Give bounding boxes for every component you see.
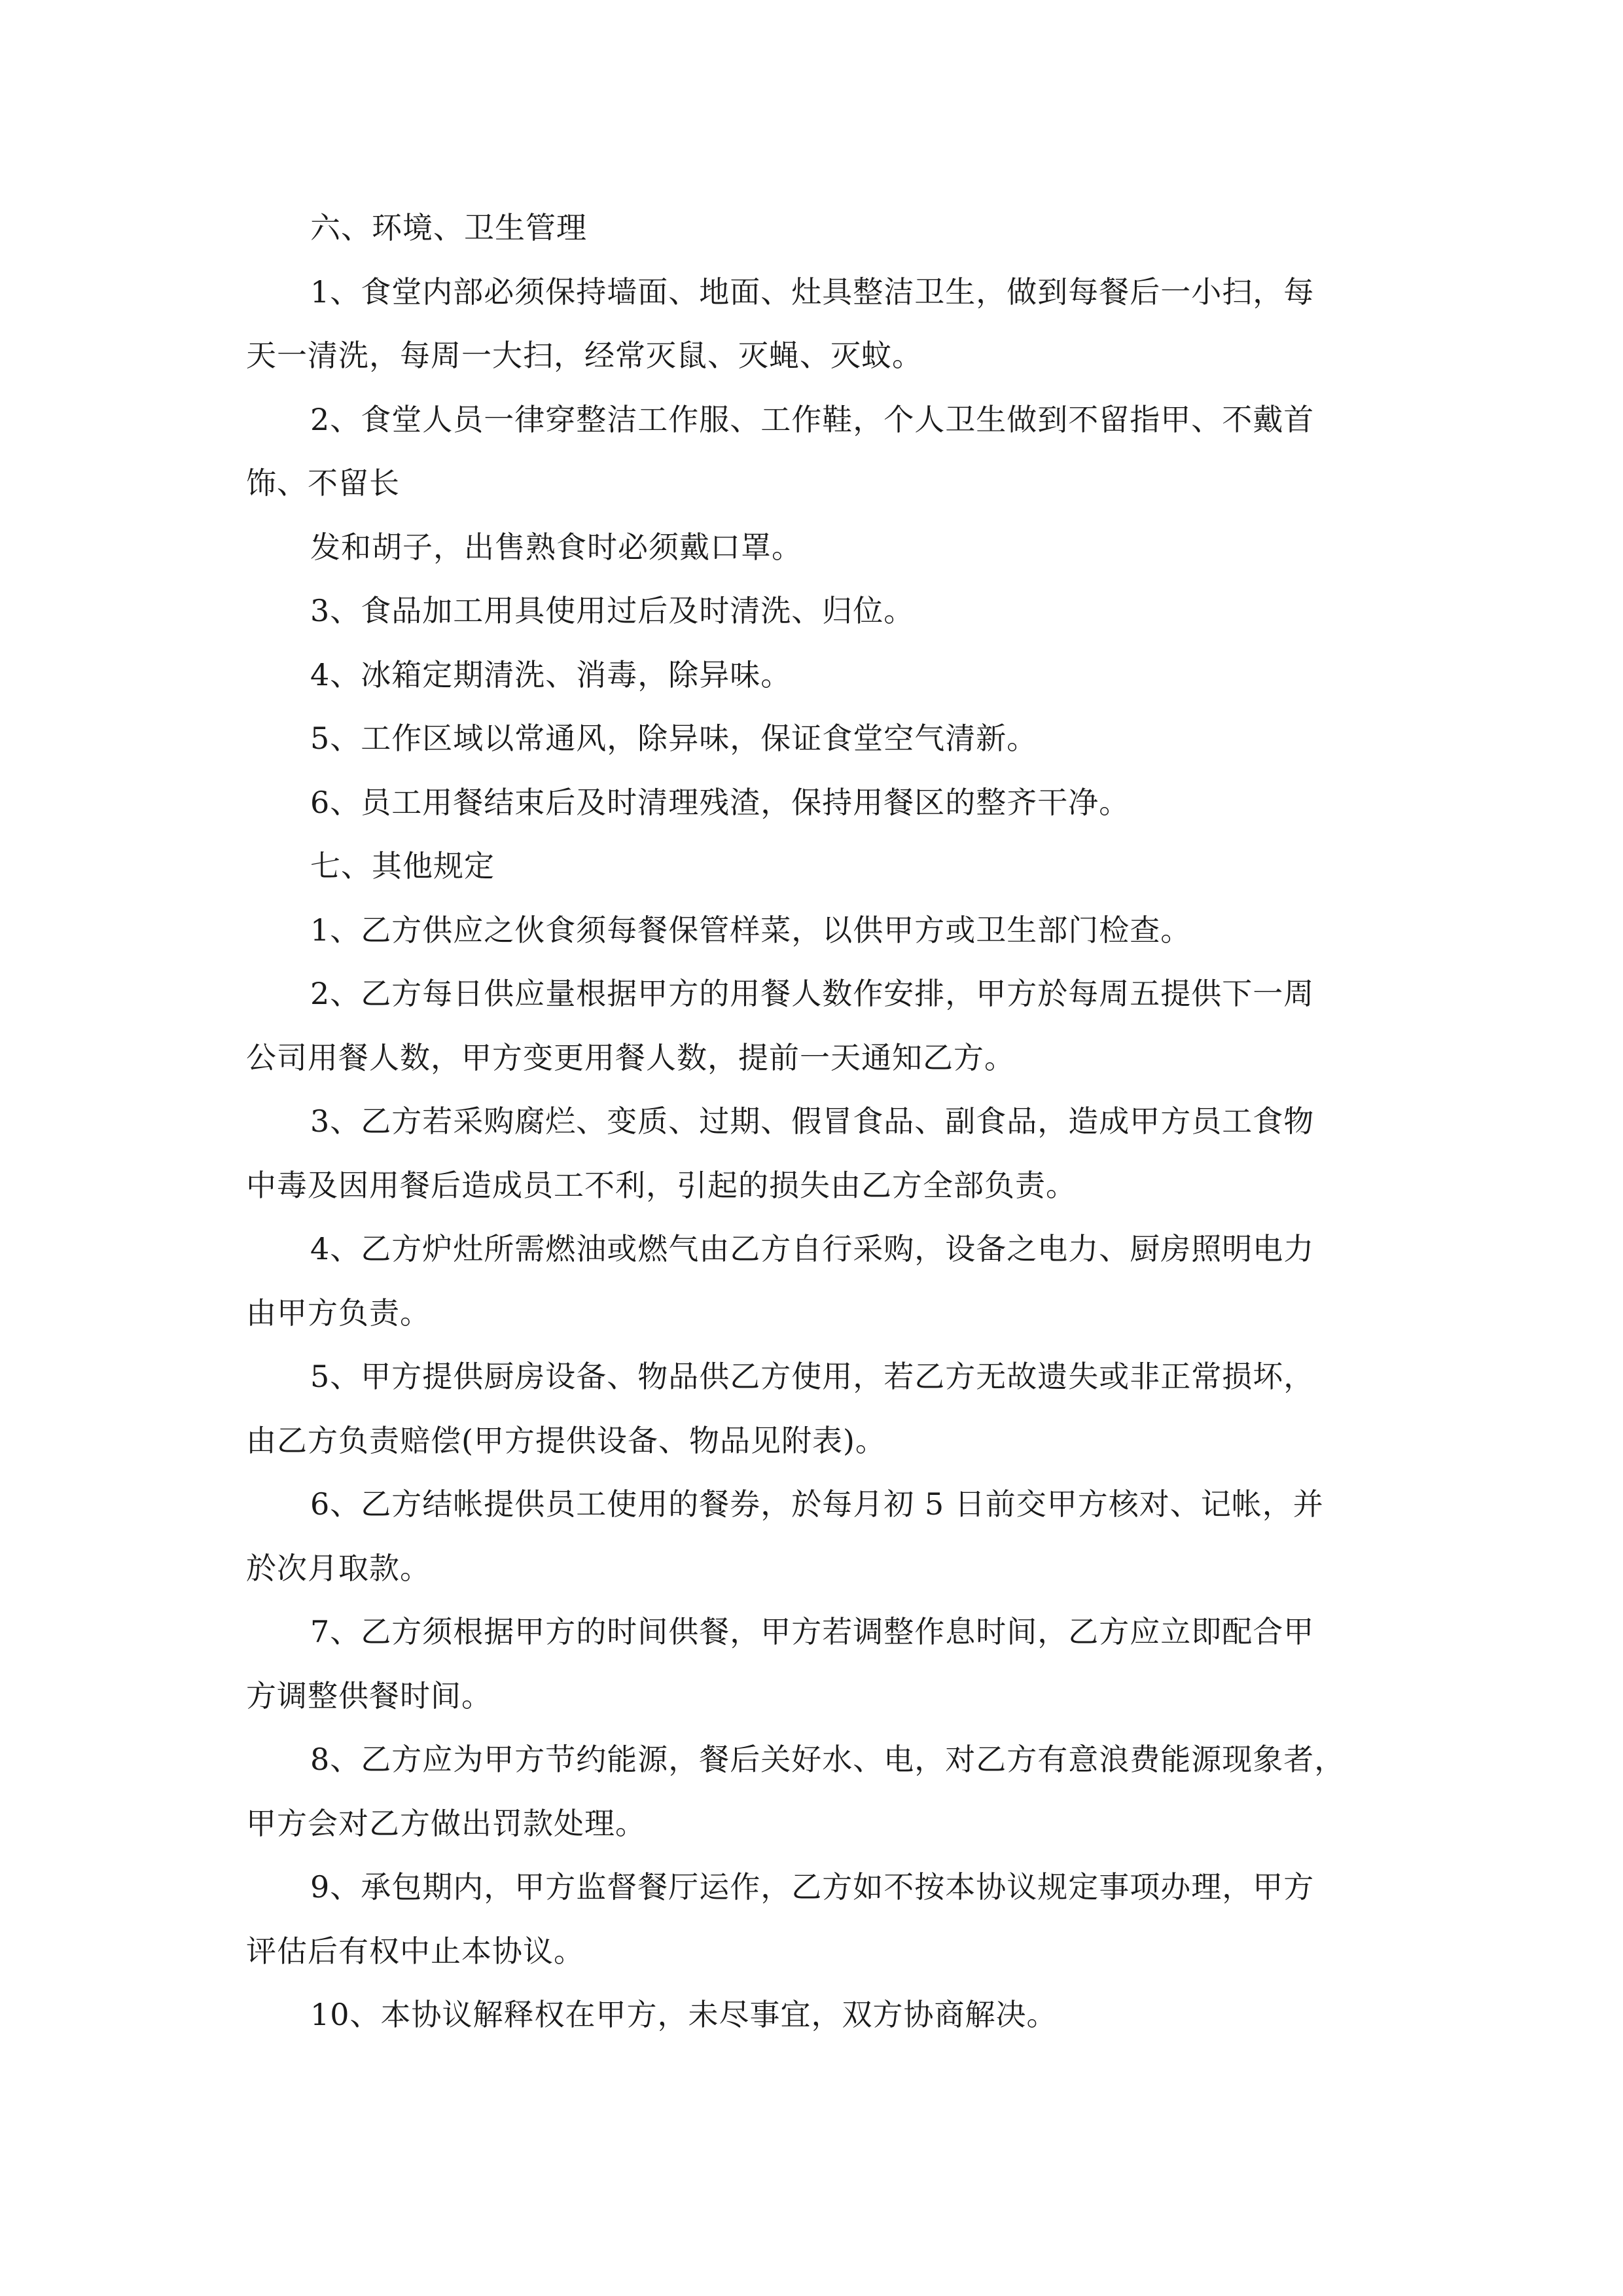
text-line: 1、食堂内部必须保持墙面、地面、灶具整洁卫生，做到每餐后一小扫，每 (310, 274, 1315, 310)
text-line: 2、乙方每日供应量根据甲方的用餐人数作安排，甲方於每周五提供下一周 (310, 976, 1315, 1011)
text-line: 由乙方负责赔偿(甲方提供设备、物品见附表)。 (246, 1422, 886, 1458)
text-line: 饰、不留长 (246, 465, 400, 501)
text-line: 方调整供餐时间。 (246, 1677, 492, 1713)
text-line: 9、承包期内，甲方监督餐厅运作，乙方如不按本协议规定事项办理，甲方 (310, 1869, 1315, 1905)
text-line: 中毒及因用餐后造成员工不利，引起的损失由乙方全部负责。 (246, 1167, 1077, 1203)
text-line: 六、环境、卫生管理 (310, 210, 587, 245)
text-line: 天一清洗，每周一大扫，经常灭鼠、灭蝇、灭蚊。 (246, 338, 923, 373)
text-line: 公司用餐人数，甲方变更用餐人数，提前一天通知乙方。 (246, 1039, 1015, 1075)
text-line: 5、工作区域以常通风，除异味，保证食堂空气清新。 (310, 721, 1038, 756)
text-line: 1、乙方供应之伙食须每餐保管样菜，以供甲方或卫生部门检查。 (310, 912, 1192, 948)
text-line: 由甲方负责。 (246, 1295, 431, 1331)
text-line: 发和胡子，出售熟食时必须戴口罩。 (310, 529, 802, 565)
text-line: 4、冰箱定期清洗、消毒，除异味。 (310, 656, 792, 692)
text-line: 甲方会对乙方做出罚款处理。 (246, 1805, 646, 1841)
text-line: 於次月取款。 (246, 1550, 431, 1586)
text-line: 3、食品加工用具使用过后及时清洗、归位。 (310, 593, 915, 628)
text-line: 10、本协议解释权在甲方，未尽事宜，双方协商解决。 (310, 1997, 1058, 2032)
text-line: 6、员工用餐结束后及时清理残渣，保持用餐区的整齐干净。 (310, 784, 1130, 820)
text-line: 7、乙方须根据甲方的时间供餐，甲方若调整作息时间，乙方应立即配合甲 (310, 1614, 1315, 1649)
text-line: 2、食堂人员一律穿整洁工作服、工作鞋，个人卫生做到不留指甲、不戴首 (310, 401, 1315, 437)
text-line: 七、其他规定 (310, 848, 495, 884)
document-body (246, 196, 1388, 2047)
text-line: 3、乙方若采购腐烂、变质、过期、假冒食品、副食品，造成甲方员工食物 (310, 1103, 1315, 1139)
text-line: 5、甲方提供厨房设备、物品供乙方使用，若乙方无故遗失或非正常损坏， (310, 1359, 1315, 1394)
text-line: 评估后有权中止本协议。 (246, 1933, 584, 1969)
text-line: 6、乙方结帐提供员工使用的餐券，於每月初 5 日前交甲方核对、记帐，并 (310, 1486, 1324, 1522)
text-line: 4、乙方炉灶所需燃油或燃气由乙方自行采购，设备之电力、厨房照明电力 (310, 1231, 1315, 1266)
text-line: 8、乙方应为甲方节约能源，餐后关好水、电，对乙方有意浪费能源现象者， (310, 1742, 1346, 1777)
